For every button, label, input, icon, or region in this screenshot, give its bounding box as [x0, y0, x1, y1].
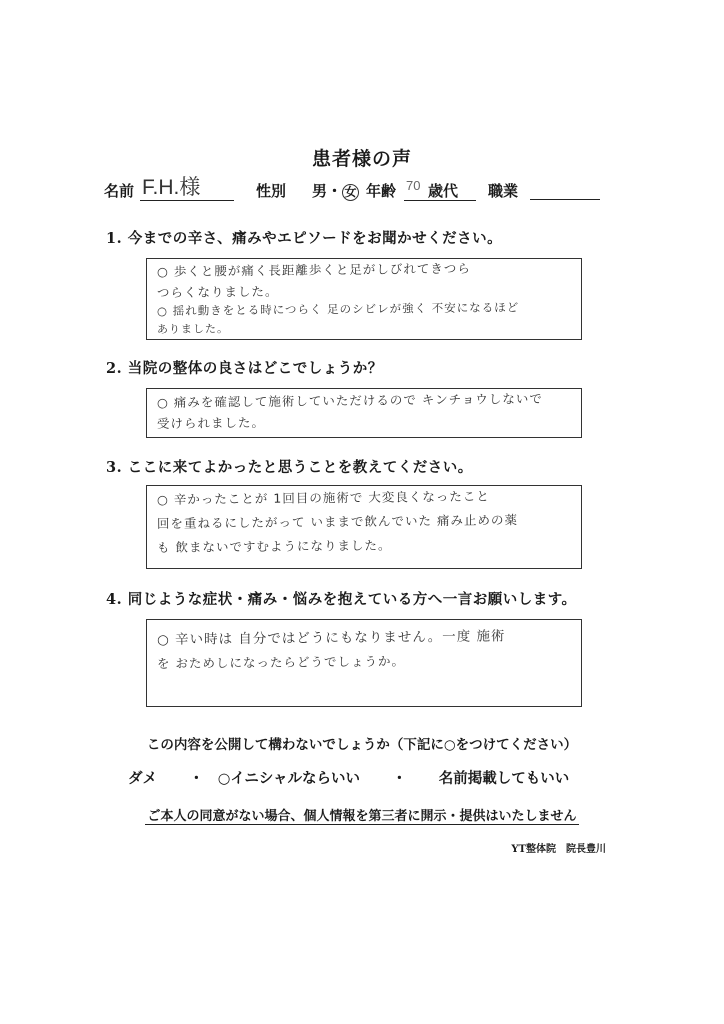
clinic-signature: YT整体院 院長豊川: [511, 844, 606, 855]
age-label: 年齢: [366, 182, 397, 200]
age-suffix: 歳代: [428, 182, 459, 200]
age-field: [404, 180, 476, 201]
choice-full-name: 名前掲載してもいい: [438, 770, 570, 787]
answer-box-3: [146, 485, 582, 569]
job-field: [530, 199, 600, 200]
answer-line: ○ 揺れ動きをとる時につらく 足のシビレが強く 不安になるほど: [156, 300, 520, 318]
answer-line: ○ 辛かったことが 1回目の施術で 大変良くなったこと: [156, 488, 490, 507]
name-label: 名前: [104, 182, 135, 200]
gender-options: [312, 180, 359, 201]
name-value: F.H.様: [142, 176, 201, 199]
gender-separator: ・: [327, 182, 343, 200]
answer-line: つらくなりました。: [156, 283, 279, 300]
answer-box-1: [146, 258, 582, 340]
choice-separator: ・: [392, 770, 407, 787]
answer-box-4: [146, 619, 582, 707]
answer-line: ○ 辛い時は 自分ではどうにもなりません。一度 施術: [156, 628, 506, 648]
choice-initials-mark: ○: [217, 770, 231, 787]
answer-box-2: [146, 388, 582, 438]
answer-line: ○ 歩くと腰が痛く長距離歩くと足がしびれてきつら: [156, 260, 471, 279]
gender-female: 女: [342, 184, 359, 201]
gender-label: 性別: [256, 182, 287, 200]
question-3: [106, 456, 473, 477]
question-text: 今までの辛さ、痛みやエピソードをお聞かせください。: [127, 230, 503, 247]
question-number: 2.: [106, 360, 123, 377]
gender-male: 男: [312, 182, 328, 200]
question-1: [106, 227, 502, 248]
question-text: ここに来てよかったと思うことを教えてください。: [127, 459, 473, 476]
question-2: [106, 357, 383, 378]
choice-initials: イニシャルならいい: [230, 770, 361, 787]
answer-line: 受けられました。: [156, 414, 266, 431]
answer-line: ありました。: [156, 322, 230, 336]
question-number: 3.: [106, 459, 123, 476]
age-value: 70: [406, 178, 421, 193]
answer-line: ○ 痛みを確認して施術していただけるので キンチョウしないで: [156, 390, 543, 410]
job-label: 職業: [488, 182, 519, 200]
answer-line: も 飲まないですむようになりました。: [156, 537, 392, 555]
question-number: 4.: [106, 591, 123, 608]
question-4: [106, 588, 577, 609]
answer-line: を おためしになったらどうでしょうか。: [156, 653, 406, 671]
question-text: 同じような症状・痛み・悩みを抱えている方へ一言お願いします。: [127, 591, 577, 608]
choice-separator: ・: [189, 770, 204, 787]
page-title: 患者様の声: [311, 148, 412, 170]
name-field: [140, 170, 234, 201]
choice-no: ダメ: [128, 770, 157, 787]
publish-question: この内容を公開して構わないでしょうか（下記に○をつけてください）: [146, 737, 578, 753]
privacy-notice: ご本人の同意がない場合、個人情報を第三者に開示・提供はいたしません: [147, 809, 577, 824]
publish-choices: [128, 767, 569, 788]
question-number: 1.: [106, 230, 123, 247]
question-text: 当院の整体の良さはどこでしょうか？: [127, 360, 383, 377]
answer-line: 回を重ねるにしたがって いままで飲んでいた 痛み止めの薬: [156, 512, 519, 531]
